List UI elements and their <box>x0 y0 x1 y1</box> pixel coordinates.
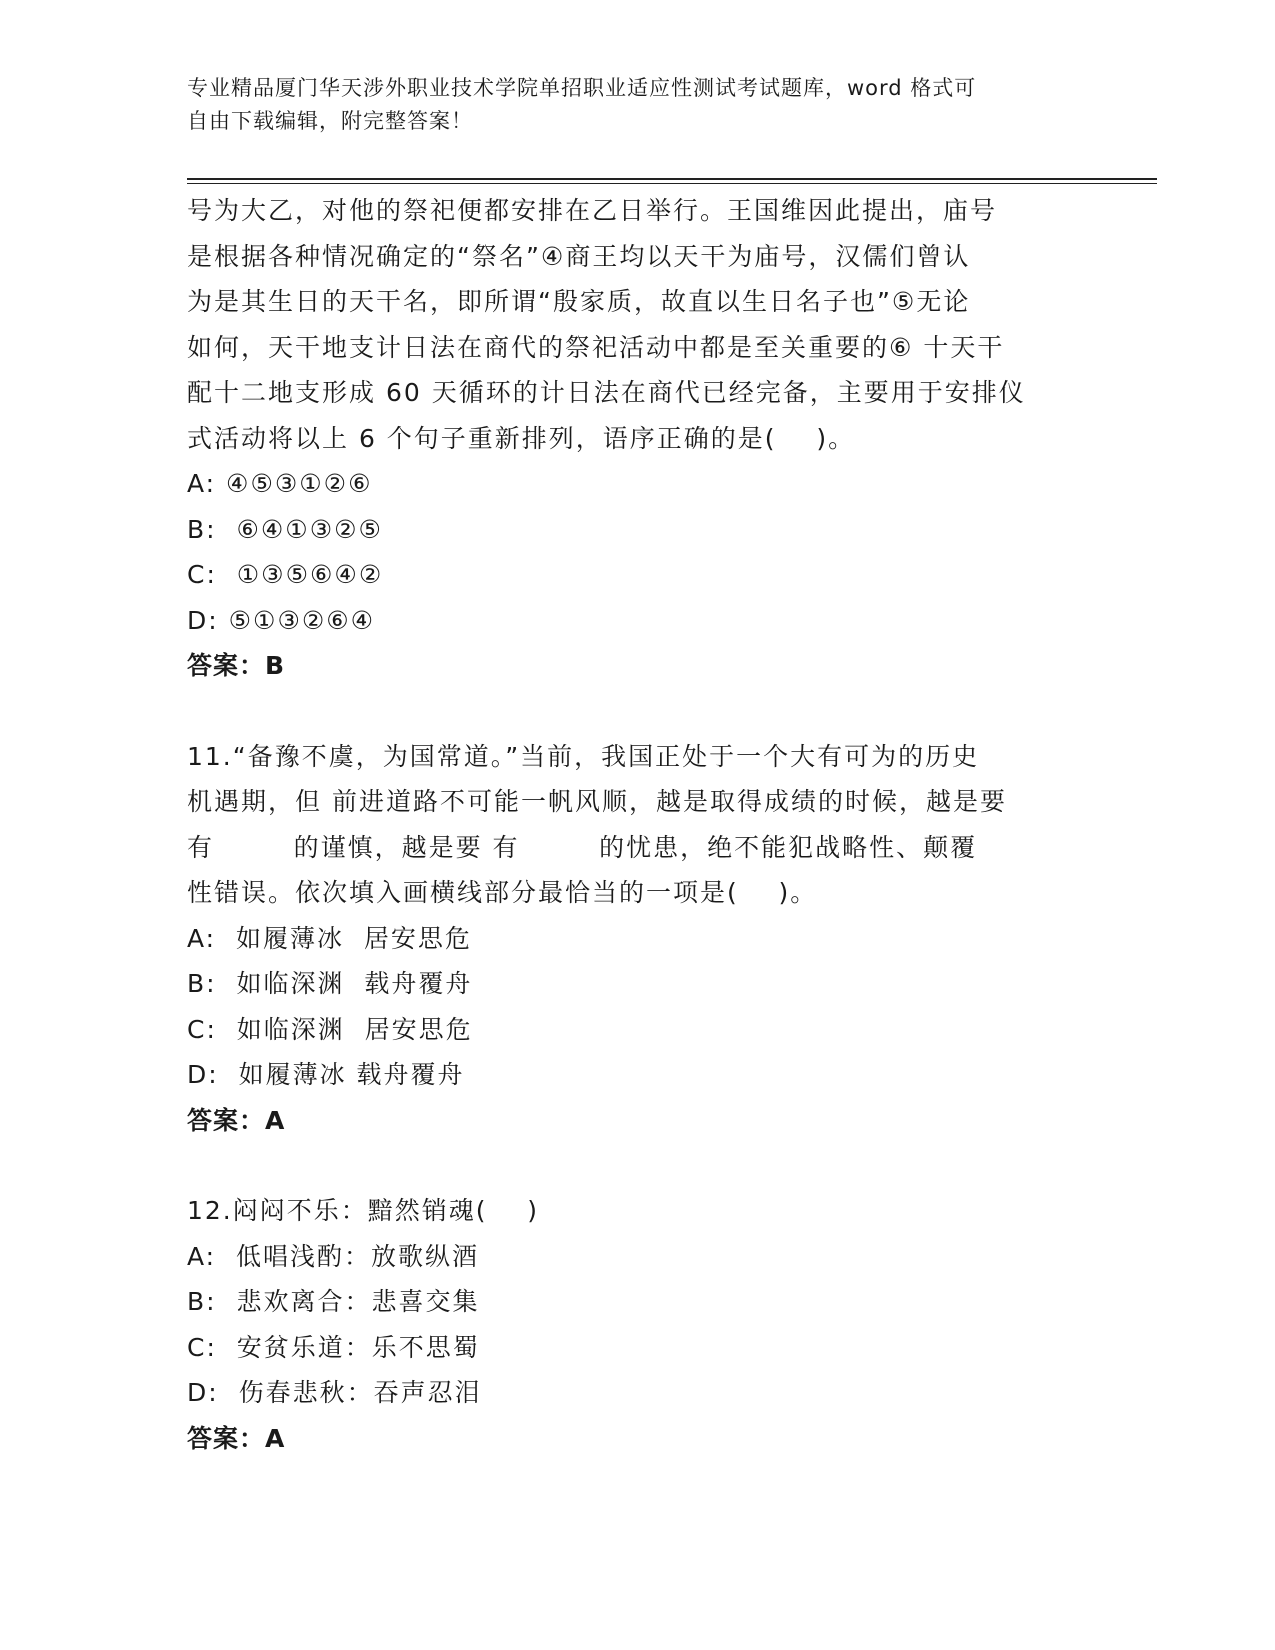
question-stem-line: 为是其生日的天干名，即所谓“殷家质，故直以生日名子也”⑤无论 <box>187 287 971 316</box>
option-a: A: 如履薄冰 居安思危 <box>187 923 472 953</box>
option-c: C: ①③⑤⑥④② <box>187 560 384 589</box>
option-a: A: ④⑤③①②⑥ <box>187 469 373 498</box>
spacer <box>187 1143 1087 1188</box>
document-header <box>187 72 1087 138</box>
option-a: A: 低唱浅酌：放歌纵酒 <box>187 1241 479 1271</box>
question-stem-line: 性错误。依次填入画横线部分最恰当的一项是( )。 <box>187 878 818 907</box>
header-line-1: 专业精品厦门华天涉外职业技术学院单招职业适应性测试考试题库，word 格式可 <box>187 76 977 100</box>
answer-line: 答案：A <box>187 1105 286 1135</box>
header-line-2: 自由下载编辑，附完整答案！ <box>187 109 473 133</box>
question-stem-line: 号为大乙，对他的祭祀便都安排在乙日举行。王国维因此提出，庙号 <box>187 196 998 225</box>
question-stem-line: 12.闷闷不乐：黯然销魂( ) <box>187 1196 540 1225</box>
question-stem-line: 如何，天干地支计日法在商代的祭祀活动中都是至关重要的⑥ 十天干 <box>187 332 1005 362</box>
question-stem-line: 机遇期，但 前进道路不可能一帆风顺，越是取得成绩的时候，越是要 <box>187 787 1007 816</box>
spacer <box>187 689 1087 734</box>
question-stem-line: 是根据各种情况确定的“祭名”④商王均以天干为庙号，汉儒们曾认 <box>187 241 971 271</box>
option-b: B: 悲欢离合：悲喜交集 <box>187 1287 480 1316</box>
option-c: C: 如临深渊 居安思危 <box>187 1014 473 1044</box>
header-rule-thick <box>187 178 1157 180</box>
question-stem-line: 有 的谨慎，越是要 有 的忧患，绝不能犯战略性、颠覆 <box>187 832 978 862</box>
question-stem-line: 配十二地支形成 60 天循环的计日法在商代已经完备，主要用于安排仪 <box>187 378 1026 407</box>
question-12 <box>187 1188 1087 1461</box>
option-b: B: 如临深渊 载舟覆舟 <box>187 969 473 998</box>
question-10 <box>187 188 1087 689</box>
answer-line: 答案：A <box>187 1423 286 1453</box>
question-stem-line: 11.“备豫不虞，为国常道。”当前，我国正处于一个大有可为的历史 <box>187 741 980 771</box>
option-d: D: 如履薄冰 载舟覆舟 <box>187 1060 465 1089</box>
option-c: C: 安贫乐道：乐不思蜀 <box>187 1332 480 1362</box>
option-d: D: 伤春悲秋：吞声忍泪 <box>187 1378 482 1407</box>
option-d: D: ⑤①③②⑥④ <box>187 605 376 635</box>
option-b: B: ⑥④①③②⑤ <box>187 514 383 544</box>
page-content <box>187 188 1087 1461</box>
header-rule-thin <box>187 183 1157 184</box>
answer-line: 答案：B <box>187 651 286 680</box>
question-stem-line: 式活动将以上 6 个句子重新排列，语序正确的是( )。 <box>187 423 856 453</box>
question-11 <box>187 734 1087 1144</box>
